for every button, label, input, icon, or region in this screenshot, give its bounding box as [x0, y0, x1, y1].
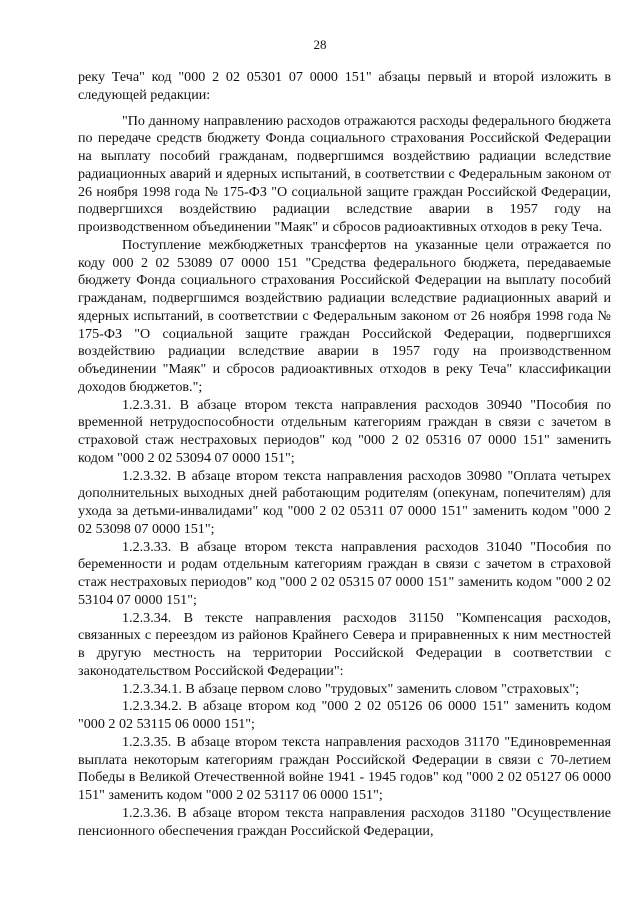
- paragraph: Поступление межбюджетных трансфертов на указанные цели отражается по коду 000 2 02 53089 07 0000 151 "Средства федерального бюджета, передаваемые бюджету Фонда социального страхования Российской Федерации на выплату пособий гражданам, подвергшимся воздействию радиации вследствие радиационных аварий и ядерных испытаний, в соответствии с Федеральным законом от 26 ноября 1998 года № 175-ФЗ "О социальной защите граждан Российской Федерации, подвергшихся воздействию радиации вследствие аварии в 1957 году на производственном объединении "Маяк" и сбросов радиоактивных отходов в реку Теча" классификации доходов бюджетов.";: [78, 236, 611, 395]
- paragraph: 1.2.3.32. В абзаце втором текста направления расходов 30980 "Оплата четырех дополнительных выходных дней работающим родителям (опекунам, попечителям) для ухода за детьми-инвалидами" код "000 2 02 05311 07 0000 151" заменить кодом "000 2 02 53098 07 0000 151";: [78, 467, 611, 537]
- paragraph: 1.2.3.34. В тексте направления расходов 31150 "Компенсация расходов, связанных с переездом из районов Крайнего Севера и приравненных к ним местностей в другую местность на территории Российской Федерации в соответствии с законодательством Российской Федерации":: [78, 609, 611, 679]
- page-number: 28: [313, 37, 327, 52]
- document-body: [78, 69, 611, 840]
- paragraph: 1.2.3.34.1. В абзаце первом слово "трудовых" заменить словом "страховых";: [122, 680, 580, 697]
- paragraph: 1.2.3.33. В абзаце втором текста направления расходов 31040 "Пособия по беременности и родам отдельным категориям граждан в связи с зачетом в страховой стаж нестраховых периодов" код "000 2 02 05315 07 0000 151" заменить кодом "000 2 02 53104 07 0000 151";: [78, 538, 611, 608]
- paragraph: 1.2.3.35. В абзаце втором текста направления расходов 31170 "Единовременная выплата некоторым категориям граждан Российской Федерации в связи с 70-летием Победы в Великой Отечественной войне 1941 - 1945 годов" код "000 2 02 05127 06 0000 151" заменить кодом "000 2 02 53117 06 0000 151";: [78, 733, 611, 803]
- paragraph: "По данному направлению расходов отражаются расходы федерального бюджета по передаче средств бюджету Фонда социального страхования Российской Федерации на выплату пособий гражданам, подвергшимся воздействию радиации вследствие радиационных аварий и ядерных испытаний, в соответствии с Федеральным законом от 26 ноября 1998 года № 175-ФЗ "О социальной защите граждан Российской Федерации, подвергшихся воздействию радиации вследствие аварии в 1957 году на производственном объединении "Маяк" и сбросов радиоактивных отходов в реку Теча.: [78, 112, 611, 235]
- paragraph: 1.2.3.36. В абзаце втором текста направления расходов 31180 "Осуществление пенсионного обеспечения граждан Российской Федерации,: [78, 804, 611, 839]
- paragraph: 1.2.3.34.2. В абзаце втором код "000 2 02 05126 06 0000 151" заменить кодом "000 2 02 53115 06 0000 151";: [78, 698, 611, 732]
- paragraph: 1.2.3.31. В абзаце втором текста направления расходов 30940 "Пособия по временной нетрудоспособности отдельным категориям граждан в связи с зачетом в страховой стаж нестраховых периодов" код "000 2 02 05316 07 0000 151" заменить кодом "000 2 02 53094 07 0000 151";: [78, 396, 611, 466]
- paragraph: реку Теча" код "000 2 02 05301 07 0000 151" абзацы первый и второй изложить в следующей редакции:: [78, 69, 611, 103]
